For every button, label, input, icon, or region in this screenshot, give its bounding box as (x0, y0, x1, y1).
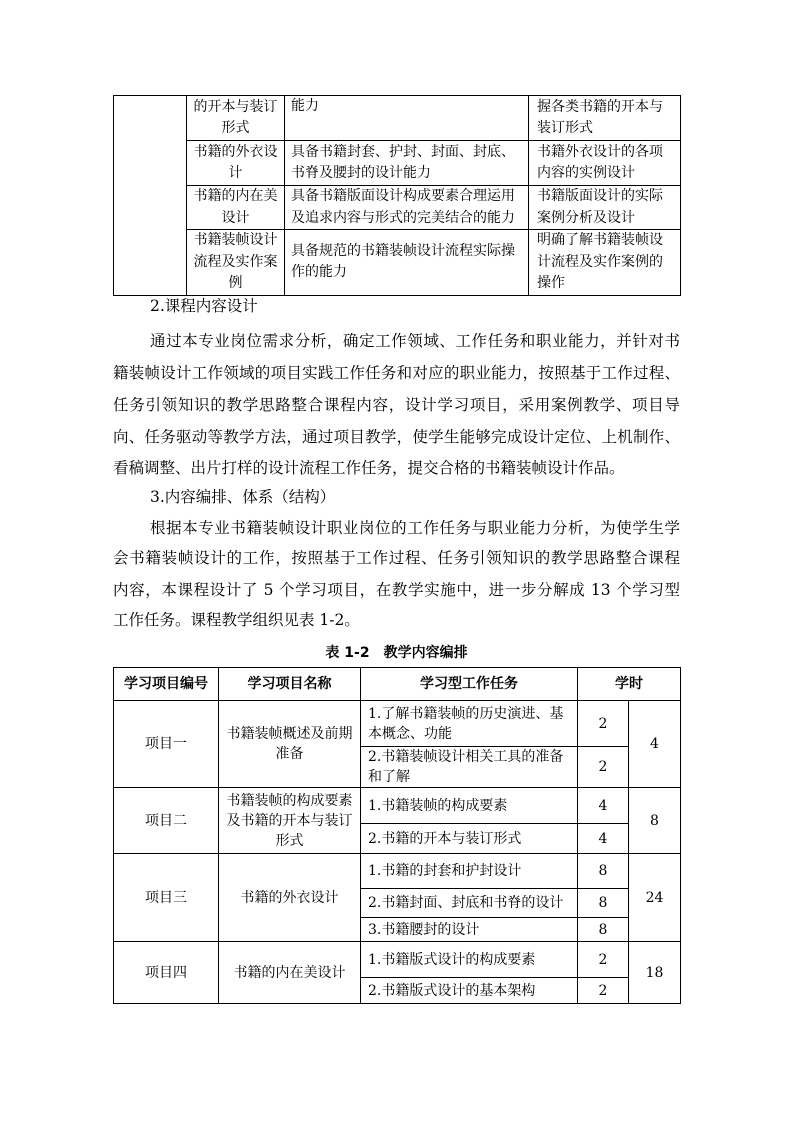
item-cell: 书籍装帧设计 流程及实作案 例 (187, 230, 285, 296)
content-table (113, 667, 681, 1004)
knowledge-cell: 握各类书籍的开本与 装订形式 (529, 96, 681, 141)
body-text-line: 任务引领知识的教学思路整合课程内容，设计学习项目，采用案例教学、项目导 (113, 396, 680, 414)
table-row (114, 701, 681, 747)
knowledge-cell: 明确了解书籍装帧设 计流程及实作案例的 操作 (529, 230, 681, 296)
body-text-line: 通过本专业岗位需求分析，确定工作领域、工作任务和职业能力，并针对书 (150, 332, 680, 350)
ability-table (113, 95, 681, 296)
task-cell: 1.书籍装帧的构成要素 (361, 788, 578, 824)
section-heading: 3.内容编排、体系（结构） (150, 488, 336, 506)
item-cell: 书籍的内在美 设计 (187, 186, 285, 230)
task-cell: 1.了解书籍装帧的历史演进、基 本概念、功能 (361, 701, 578, 747)
task-hours-cell: 2 (578, 978, 629, 1004)
project-name-cell: 书籍的内在美设计 (219, 942, 361, 1004)
item-cell: 书籍的外衣设 计 (187, 141, 285, 186)
table-row (114, 788, 681, 824)
task-cell: 1.书籍版式设计的构成要素 (361, 942, 578, 978)
ability-cell: 具备书籍封套、护封、封面、封底、 书脊及腰封的设计能力 (285, 141, 529, 186)
project-id-cell: 项目四 (114, 942, 219, 1004)
task-hours-cell: 4 (578, 788, 629, 824)
table-row (114, 942, 681, 978)
header-project-name: 学习项目名称 (219, 668, 361, 701)
task-hours-cell: 4 (578, 824, 629, 854)
body-text-line: 看稿调整、出片打样的设计流程工作任务，提交合格的书籍装帧设计作品。 (113, 459, 625, 477)
body-text-line: 会书籍装帧设计的工作，按照基于工作过程、任务引领知识的教学思路整合课程 (113, 549, 680, 567)
ability-cell: 具备规范的书籍装帧设计流程实际操 作的能力 (285, 230, 529, 296)
task-hours-cell: 2 (578, 747, 629, 788)
task-cell: 1.书籍的封套和护封设计 (361, 854, 578, 889)
table-caption: 表 1-2 教学内容编排 (325, 645, 468, 661)
project-name-cell: 书籍装帧的构成要素 及书籍的开本与装订 形式 (219, 788, 361, 854)
section-heading: 2.课程内容设计 (150, 297, 258, 315)
total-hours-cell: 8 (629, 788, 681, 854)
total-hours-cell: 18 (629, 942, 681, 1004)
body-text-line: 根据本专业书籍装帧设计职业岗位的工作任务与职业能力分析，为使学生学 (150, 519, 680, 537)
project-name-cell: 书籍的外衣设计 (219, 854, 361, 942)
total-hours-cell: 24 (629, 854, 681, 942)
task-hours-cell: 8 (578, 889, 629, 918)
knowledge-cell: 书籍版面设计的实际 案例分析及设计 (529, 186, 681, 230)
merged-blank-cell (114, 96, 187, 296)
task-cell: 3.书籍腰封的设计 (361, 918, 578, 942)
table-header-row (114, 668, 681, 701)
table-row (114, 186, 681, 230)
table-row (114, 230, 681, 296)
header-hours: 学时 (578, 668, 681, 701)
ability-cell: 能力 (285, 96, 529, 141)
header-project-id: 学习项目编号 (114, 668, 219, 701)
project-id-cell: 项目二 (114, 788, 219, 854)
task-hours-cell: 8 (578, 854, 629, 889)
task-hours-cell: 8 (578, 918, 629, 942)
project-name-cell: 书籍装帧概述及前期 准备 (219, 701, 361, 788)
body-text-line: 籍装帧设计工作领域的项目实践工作任务和对应的职业能力，按照基于工作过程、 (113, 364, 680, 382)
body-text-line: 向、任务驱动等教学方法，通过项目教学，使学生能够完成设计定位、上机制作、 (113, 428, 680, 446)
total-hours-cell: 4 (629, 701, 681, 788)
task-cell: 2.书籍装帧设计相关工具的准备 和了解 (361, 747, 578, 788)
task-hours-cell: 2 (578, 701, 629, 747)
table-row (114, 854, 681, 889)
item-cell: 的开本与装订 形式 (187, 96, 285, 141)
project-id-cell: 项目一 (114, 701, 219, 788)
task-cell: 2.书籍版式设计的基本架构 (361, 978, 578, 1004)
project-id-cell: 项目三 (114, 854, 219, 942)
table-row (114, 96, 681, 141)
body-text-line: 内容，本课程设计了 5 个学习项目，在教学实施中，进一步分解成 13 个学习型 (113, 581, 680, 599)
ability-cell: 具备书籍版面设计构成要素合理运用 及追求内容与形式的完美结合的能力 (285, 186, 529, 230)
task-hours-cell: 2 (578, 942, 629, 978)
header-work-tasks: 学习型工作任务 (361, 668, 578, 701)
body-text-line: 工作任务。课程教学组织见表 1-2。 (113, 611, 360, 629)
task-cell: 2.书籍的开本与装订形式 (361, 824, 578, 854)
table-row (114, 141, 681, 186)
task-cell: 2.书籍封面、封底和书脊的设计 (361, 889, 578, 918)
knowledge-cell: 书籍外衣设计的各项 内容的实例设计 (529, 141, 681, 186)
